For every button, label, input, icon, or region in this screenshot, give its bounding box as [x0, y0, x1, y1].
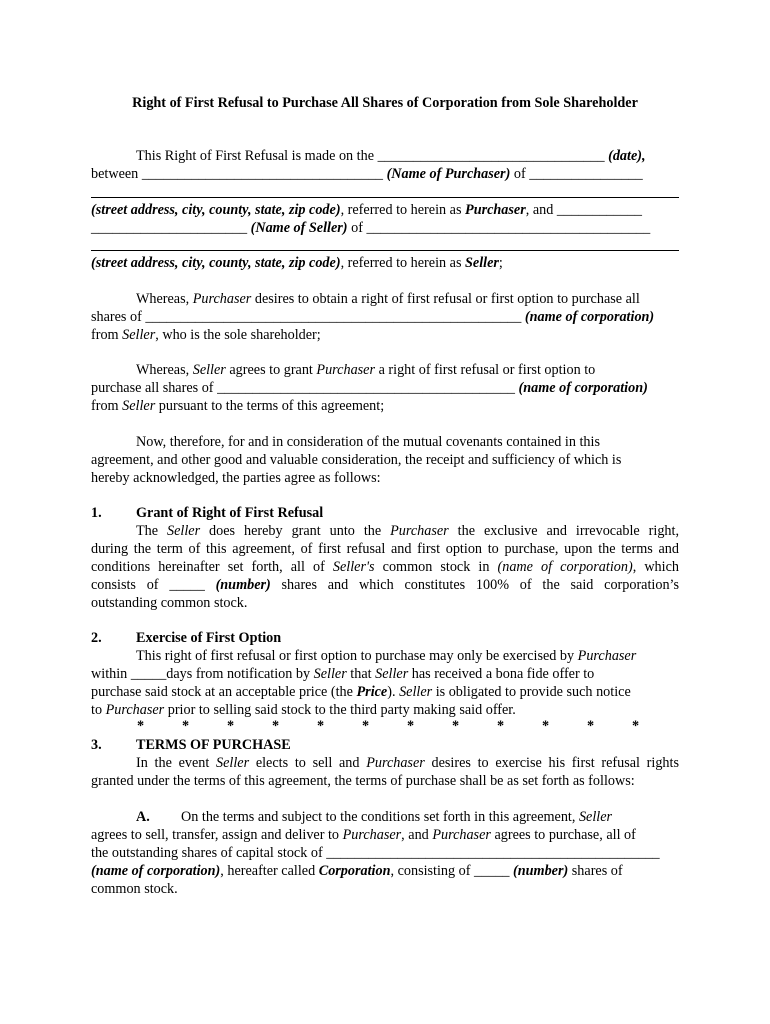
section-a-line-5: common stock. — [91, 881, 178, 897]
star: * — [542, 718, 550, 734]
text: consists of — [91, 577, 170, 593]
star: * — [227, 718, 235, 734]
text: is obligated to provide such notice — [432, 684, 631, 700]
whereas1-line-3 — [91, 327, 679, 345]
star: * — [587, 718, 595, 734]
whereas2-line-2 — [91, 380, 679, 398]
seller-term: Seller — [375, 666, 409, 682]
corporation-label: (name of corporation) — [91, 863, 221, 879]
text: purchase said stock at an acceptable price (the — [91, 684, 357, 700]
text: desires to exercise his first refusal rights — [424, 755, 679, 771]
text: the exclusive and irrevocable right, — [448, 523, 680, 539]
section-1-line-1 — [91, 523, 679, 541]
whereas1-line-1 — [91, 291, 679, 309]
seller-term: Seller — [465, 255, 499, 271]
seller-term: Seller — [167, 523, 201, 539]
text: , hereafter called — [220, 863, 319, 879]
section-1-line-3 — [91, 559, 679, 577]
intro-line-3 — [91, 202, 679, 220]
corporation-label: (name of corporation) — [497, 559, 633, 575]
now-line-3: hereby acknowledged, the parties agree as follows: — [91, 470, 381, 486]
text: within — [91, 666, 131, 682]
section-2-line-2 — [91, 666, 679, 684]
corporation-blank: _____________________________________________________ — [145, 309, 522, 325]
referred-text: , referred to herein as — [340, 202, 466, 218]
section-3-line-2: granted under the terms of this agreement, the terms of purchase shall be as set forth as follows: — [91, 773, 635, 789]
purchaser-name-blank: __________________________________ — [141, 166, 384, 182]
seller-term: Seller — [313, 666, 347, 682]
whereas-text: Whereas, — [136, 362, 193, 378]
seller-address-rule — [91, 250, 679, 251]
star: * — [272, 718, 280, 734]
section-2-heading: Exercise of First Option — [136, 630, 282, 646]
document-title: Right of First Refusal to Purchase All Shares of Corporation from Sole Shareholder — [132, 95, 638, 111]
seller-name-label: (Name of Seller) — [250, 220, 348, 236]
purchaser-term: Purchaser — [577, 648, 637, 664]
between-text: between — [91, 166, 142, 182]
star: * — [317, 718, 325, 734]
sole-shareholder-text: , who is the sole shareholder; — [155, 327, 321, 343]
intro-text: This Right of First Refusal is made on the — [136, 148, 378, 164]
referred-text: , referred to herein as — [340, 255, 466, 271]
section-2-line-1 — [91, 648, 679, 666]
text: common stock in — [374, 559, 498, 575]
seller-name-blank-1: ____________ — [556, 202, 642, 218]
intro-line-4 — [91, 220, 679, 238]
section-a-line-4 — [91, 863, 679, 881]
corporation-term: Corporation — [318, 863, 391, 879]
text: ). — [387, 684, 400, 700]
of-text: of — [510, 166, 530, 182]
seller-term: Seller — [122, 327, 156, 343]
intro-line-2 — [91, 166, 679, 184]
text: conditions hereinafter set forth, all of — [91, 559, 333, 575]
whereas2-line-3 — [91, 398, 679, 416]
of-text: of — [347, 220, 367, 236]
text: prior to selling said stock to the third party making said offer. — [164, 702, 516, 718]
star: * — [632, 718, 640, 734]
and-text: , and — [525, 202, 557, 218]
purchase-text: purchase all shares of — [91, 380, 218, 396]
seller-term: Seller — [578, 809, 613, 825]
star: * — [497, 718, 505, 734]
semicolon: ; — [498, 255, 503, 271]
text: agrees to purchase, all of — [490, 827, 636, 843]
star: * — [407, 718, 415, 734]
text: This right of first refusal or first option to purchase may only be exercised by — [136, 648, 578, 664]
text: days from notification by — [166, 666, 314, 682]
text: the outstanding shares of capital stock of — [91, 845, 327, 861]
section-1-heading: Grant of Right of First Refusal — [136, 505, 324, 521]
seller-term: Seller — [216, 755, 250, 771]
section-a-line-1 — [181, 809, 679, 827]
whereas-text: desires to obtain a right of first refusal or first option to purchase all — [251, 291, 640, 307]
seller-term: Seller — [399, 684, 433, 700]
number-label: (number) — [513, 863, 569, 879]
from-text: from — [91, 398, 123, 414]
section-a-line-2 — [91, 827, 679, 845]
purchaser-term: Purchaser — [465, 202, 526, 218]
purchaser-address-rule — [91, 197, 679, 198]
corporation-blank: _______________________________________________ — [326, 845, 660, 861]
text: has received a bona fide offer to — [408, 666, 595, 682]
purchaser-address-blank: ________________ — [529, 166, 643, 182]
days-blank: _____ — [130, 666, 167, 682]
section-3-heading: TERMS OF PURCHASE — [136, 737, 291, 753]
text: shares of — [568, 863, 623, 879]
whereas-text: agrees to grant — [225, 362, 317, 378]
star: * — [137, 718, 145, 734]
seller-term: Seller — [192, 362, 226, 378]
number-label: (number) — [215, 577, 271, 593]
star-divider — [91, 718, 679, 736]
intro-line-5 — [91, 255, 679, 273]
whereas-text: Whereas, — [136, 291, 193, 307]
purchaser-term: Purchaser — [316, 362, 376, 378]
pursuant-text: pursuant to the terms of this agreement; — [155, 398, 385, 414]
section-3-number: 3. — [91, 737, 102, 753]
purchaser-term: Purchaser — [192, 291, 252, 307]
text: On the terms and subject to the conditions set forth in this agreement, — [181, 809, 579, 825]
date-label: (date), — [608, 148, 646, 164]
purchaser-term: Purchaser — [105, 702, 165, 718]
from-text: from — [91, 327, 123, 343]
text: shares and which constitutes 100% of the said corporation’s — [270, 577, 680, 593]
text: to — [91, 702, 106, 718]
section-1-line-4 — [91, 577, 679, 595]
text: The — [136, 523, 168, 539]
shares-of-text: shares of — [91, 309, 146, 325]
section-3-line-1 — [91, 755, 679, 773]
purchaser-term: Purchaser — [432, 827, 491, 843]
seller-address-blank: ________________________________________ — [366, 220, 651, 236]
text: that — [346, 666, 376, 682]
purchaser-term: Purchaser — [342, 827, 402, 843]
text: , which — [632, 559, 679, 575]
star: * — [182, 718, 190, 734]
now-line-1: Now, therefore, for and in consideration of the mutual covenants contained in this — [136, 434, 600, 450]
star: * — [452, 718, 460, 734]
text: agrees to sell, transfer, assign and deliver to — [91, 827, 343, 843]
section-1-number: 1. — [91, 505, 102, 521]
seller-name-blank-2: ______________________ — [91, 220, 248, 236]
price-term: Price — [356, 684, 388, 700]
purchaser-address-label: (street address, city, county, state, zip code) — [91, 202, 341, 218]
corporation-blank: __________________________________________ — [217, 380, 515, 396]
whereas2-line-1 — [91, 362, 679, 380]
section-2-number: 2. — [91, 630, 102, 646]
number-blank: _____ — [169, 577, 205, 593]
whereas1-line-2 — [91, 309, 679, 327]
section-1-line-5: outstanding common stock. — [91, 595, 248, 611]
date-blank: ________________________________ — [377, 148, 605, 164]
section-2-line-3 — [91, 684, 679, 702]
text: elects to sell and — [249, 755, 367, 771]
section-1-line-2: during the term of this agreement, of first refusal and first option to purchase, upon the terms and — [91, 541, 679, 557]
corporation-label: (name of corporation) — [518, 380, 648, 396]
corporation-label: (name of corporation) — [524, 309, 655, 325]
star: * — [362, 718, 370, 734]
whereas-text: a right of first refusal or first option to — [375, 362, 596, 378]
text: does hereby grant unto the — [200, 523, 391, 539]
intro-line-1 — [91, 148, 679, 166]
seller-address-label: (street address, city, county, state, zip code) — [91, 255, 341, 271]
text: , consisting of — [390, 863, 475, 879]
sellers-term: Seller's — [332, 559, 375, 575]
purchaser-name-label: (Name of Purchaser) — [386, 166, 511, 182]
text: In the event — [136, 755, 217, 771]
section-a-label: A. — [136, 809, 150, 825]
number-blank: _____ — [474, 863, 510, 879]
now-line-2: agreement, and other good and valuable consideration, the receipt and sufficiency of which is — [91, 452, 622, 468]
text: , and — [401, 827, 433, 843]
purchaser-term: Purchaser — [390, 523, 449, 539]
section-a-line-3 — [91, 845, 679, 863]
purchaser-term: Purchaser — [366, 755, 425, 771]
seller-term: Seller — [122, 398, 156, 414]
